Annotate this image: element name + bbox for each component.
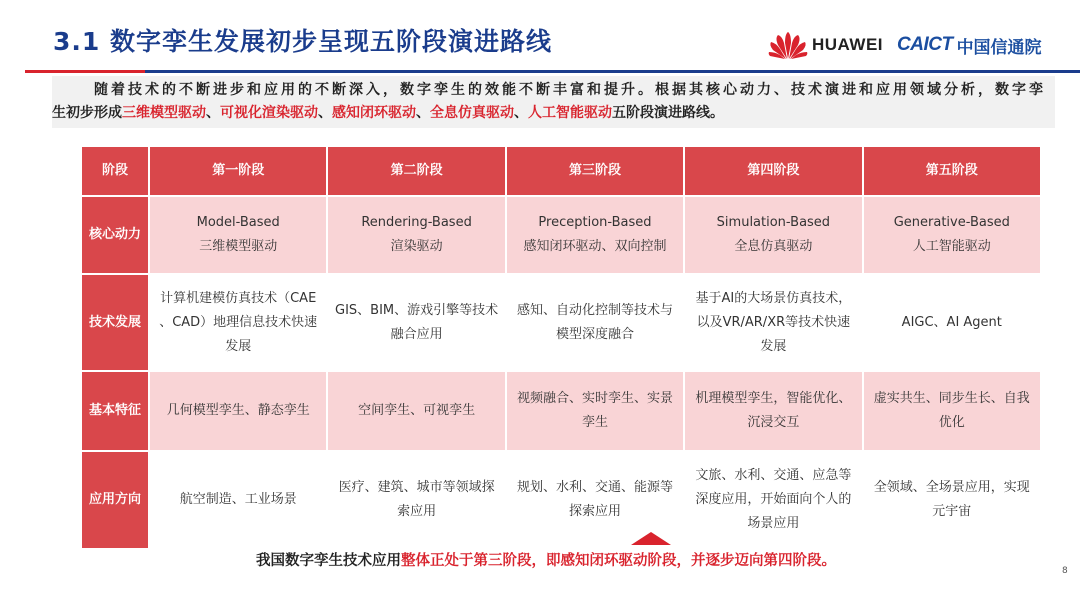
table-cell xyxy=(685,275,861,370)
cell-line: 场景应用 xyxy=(747,516,800,531)
table-cell xyxy=(685,452,861,548)
table-cell xyxy=(864,275,1040,370)
cell-line: 规划、水利、交通、能源等 xyxy=(516,480,673,495)
table-cell xyxy=(685,372,861,450)
cell-line: Model-Based xyxy=(196,215,280,230)
cell-line: Generative-Based xyxy=(893,215,1010,230)
cell-line: 渲染驱动 xyxy=(390,239,443,254)
cell-line: 航空制造、工业场景 xyxy=(179,492,297,507)
table-row xyxy=(82,372,1040,450)
conclusion-highlight: 整体正处于第三阶段，即感知闭环驱动阶段，并逐步迈向第四阶段。 xyxy=(401,553,836,569)
cell-line: 虚实共生、同步生长、自我 xyxy=(873,391,1030,406)
highlight-stage-5: 人工智能驱动 xyxy=(528,105,612,121)
separator: 、 xyxy=(514,105,528,121)
cell-line: 模型深度融合 xyxy=(555,326,634,342)
stage-table xyxy=(80,145,1042,550)
table-corner-header: 阶段 xyxy=(82,147,148,195)
stage-header: 第五阶段 xyxy=(864,147,1040,195)
conclusion-prefix: 我国数字孪生技术应用 xyxy=(256,553,401,569)
cell-line: 基于AI的大场景仿真技术， xyxy=(695,290,852,306)
table-cell xyxy=(328,452,504,548)
intro-line-1: 随着技术的不断进步和应用的不断深入，数字孪生的效能不断丰富和提升。根据其核心动力、技术演进和应用领域分析，数字孪 xyxy=(94,82,1043,98)
table-cell xyxy=(864,372,1040,450)
cell-line: 感知闭环驱动、双向控制 xyxy=(523,239,667,254)
caict-logo-text: CAICT xyxy=(897,34,953,55)
header-divider xyxy=(25,70,1080,73)
cell-line: 优化 xyxy=(938,415,965,430)
caict-logo-cn: 中国信通院 xyxy=(956,37,1042,58)
cell-line: 人工智能驱动 xyxy=(912,239,991,254)
table-row xyxy=(82,452,1040,548)
row-header: 核心动力 xyxy=(82,197,148,273)
stage-header: 第一阶段 xyxy=(150,147,326,195)
row-header: 应用方向 xyxy=(82,452,148,548)
table-row xyxy=(82,275,1040,370)
table-cell xyxy=(864,452,1040,548)
cell-line: 全息仿真驱动 xyxy=(734,239,813,254)
row-header: 技术发展 xyxy=(82,275,148,370)
header-divider-accent xyxy=(25,70,145,73)
highlight-stage-3: 感知闭环驱动 xyxy=(332,105,416,121)
cell-line: 几何模型孪生、静态孪生 xyxy=(166,403,310,418)
page-number: 8 xyxy=(1062,566,1068,576)
separator: 、 xyxy=(416,105,430,121)
table-cell xyxy=(507,372,683,450)
table-cell xyxy=(507,275,683,370)
table-cell xyxy=(507,197,683,273)
cell-line: 深度应用，开始面向个人的 xyxy=(695,492,852,507)
stage-header: 第三阶段 xyxy=(507,147,683,195)
stage-header: 第二阶段 xyxy=(328,147,504,195)
huawei-flower-icon xyxy=(768,30,808,60)
highlight-stage-4: 全息仿真驱动 xyxy=(430,105,514,121)
cell-line: 沉浸交互 xyxy=(747,415,800,430)
current-stage-arrow-icon xyxy=(631,532,671,545)
table-cell xyxy=(328,372,504,450)
table-row xyxy=(82,197,1040,273)
cell-line: 医疗、建筑、城市等领域探 xyxy=(338,480,495,495)
cell-line: Preception-Based xyxy=(538,215,652,230)
table-cell xyxy=(328,275,504,370)
highlight-stage-1: 三维模型驱动 xyxy=(122,105,206,121)
slide-header xyxy=(0,0,1080,74)
cell-line: 视频融合、实时孪生、实景 xyxy=(516,391,673,406)
table-cell xyxy=(150,197,326,273)
cell-line: Simulation-Based xyxy=(716,215,831,230)
separator: 、 xyxy=(318,105,332,121)
separator: 、 xyxy=(206,105,220,121)
stage-header: 第四阶段 xyxy=(685,147,861,195)
cell-line: 全领域、全场景应用，实现 xyxy=(873,480,1030,495)
cell-line: 孪生 xyxy=(581,415,608,430)
cell-line: 元宇宙 xyxy=(932,504,972,519)
cell-line: 、CAD）地理信息技术快速 xyxy=(159,314,318,330)
cell-line: 三维模型驱动 xyxy=(199,239,278,254)
intro-paragraph xyxy=(52,76,1055,128)
intro-text: 五阶段演进路线。 xyxy=(612,105,724,121)
cell-line: 发展 xyxy=(225,338,252,354)
cell-line: AIGC、AI Agent xyxy=(901,314,1002,330)
cell-line: 计算机建模仿真技术（CAE xyxy=(160,290,317,306)
cell-line: 以及VR/AR/XR等技术快速 xyxy=(696,314,851,330)
slide-title: 3.1 数字孪生发展初步呈现五阶段演进路线 xyxy=(53,27,552,56)
cell-line: 索应用 xyxy=(397,504,437,519)
cell-line: Rendering-Based xyxy=(361,215,472,230)
table-cell xyxy=(328,197,504,273)
intro-line-2 xyxy=(52,102,1043,125)
table-cell xyxy=(150,452,326,548)
conclusion-text xyxy=(256,549,836,570)
cell-line: 空间孪生、可视孪生 xyxy=(358,403,476,418)
cell-line: 机理模型孪生，智能优化、 xyxy=(695,391,852,406)
highlight-stage-2: 可视化渲染驱动 xyxy=(220,105,318,121)
row-header: 基本特征 xyxy=(82,372,148,450)
cell-line: 发展 xyxy=(760,338,787,354)
table-header-row xyxy=(82,147,1040,195)
huawei-logo-text: HUAWEI xyxy=(812,35,883,54)
cell-line: GIS、BIM、游戏引擎等技术 xyxy=(335,302,499,318)
table-cell xyxy=(150,372,326,450)
intro-text: 生初步形成 xyxy=(52,105,122,121)
logo-group xyxy=(768,28,1042,62)
cell-line: 感知、自动化控制等技术与 xyxy=(516,302,673,318)
table-cell xyxy=(150,275,326,370)
cell-line: 融合应用 xyxy=(390,326,443,342)
table-cell xyxy=(864,197,1040,273)
cell-line: 文旅、水利、交通、应急等 xyxy=(695,468,852,483)
cell-line: 探索应用 xyxy=(568,504,621,519)
table-cell xyxy=(685,197,861,273)
